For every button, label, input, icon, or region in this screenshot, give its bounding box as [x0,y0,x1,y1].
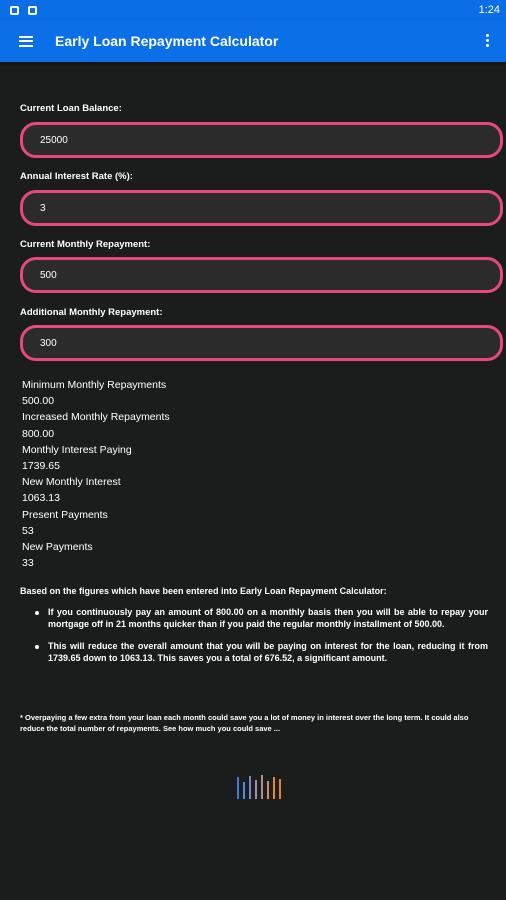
loading-spinner-icon [237,775,287,799]
result-label: New Payments [22,541,93,554]
result-value: 33 [22,557,34,570]
notification-icon [10,6,19,15]
result-value: 1063.13 [22,492,60,505]
status-bar [0,0,506,20]
summary-heading: Based on the figures which have been entered into Early Loan Repayment Calculator: [20,586,387,596]
app-bar [0,20,506,62]
app-title: Early Loan Repayment Calculator [55,33,279,49]
summary-bullet: If you continuously pay an amount of 800.00 on a monthly basis then you will be able to repay your mortgage off in 21 months quicker than if you paid the regular monthly installment of 500.00. [34,607,488,630]
result-value: 53 [22,524,34,537]
loader-bar [249,776,251,799]
loader-bar [279,779,281,799]
summary-bullet: This will reduce the overall amount that you will be paying on interest for the loan, reducing it from 1739.65 down to 1063.13. This saves you a total of 676.52, a significant amount. [34,641,488,664]
status-time: 1:24 [478,4,500,16]
notification-icon-2 [28,6,37,15]
loader-bar [273,777,275,799]
loader-bar [267,781,269,799]
loan-balance-input[interactable] [20,122,503,158]
monthly-repayment-input[interactable] [20,257,503,293]
result-label: Increased Monthly Repayments [22,411,170,424]
additional-repayment-label: Additional Monthly Repayment: [20,307,163,318]
result-value: 800.00 [22,427,55,440]
footnote: * Overpaying a few extra from your loan each month could save you a lot of money in interest over the long term. It could also reduce the total number of repayments. See how much you could save ... [20,713,469,733]
summary-bullets [34,607,488,675]
loader-bar [243,782,245,799]
hamburger-menu-icon[interactable] [19,36,33,47]
loader-bar [261,775,263,799]
overflow-menu-icon[interactable] [486,34,489,48]
result-label: New Monthly Interest [22,476,121,489]
result-label: Minimum Monthly Repayments [22,379,167,391]
loader-bar [255,780,257,799]
additional-repayment-input[interactable] [20,325,503,361]
interest-rate-label: Annual Interest Rate (%): [20,171,133,182]
result-label: Present Payments [22,508,108,521]
interest-rate-input[interactable] [20,190,503,226]
result-value: 500.00 [22,395,55,408]
loan-balance-label: Current Loan Balance: [20,103,122,114]
loader-bar [237,777,239,799]
result-value: 1739.65 [22,460,60,473]
monthly-repayment-label: Current Monthly Repayment: [20,239,151,250]
result-label: Monthly Interest Paying [22,443,132,456]
results-list [22,377,170,571]
